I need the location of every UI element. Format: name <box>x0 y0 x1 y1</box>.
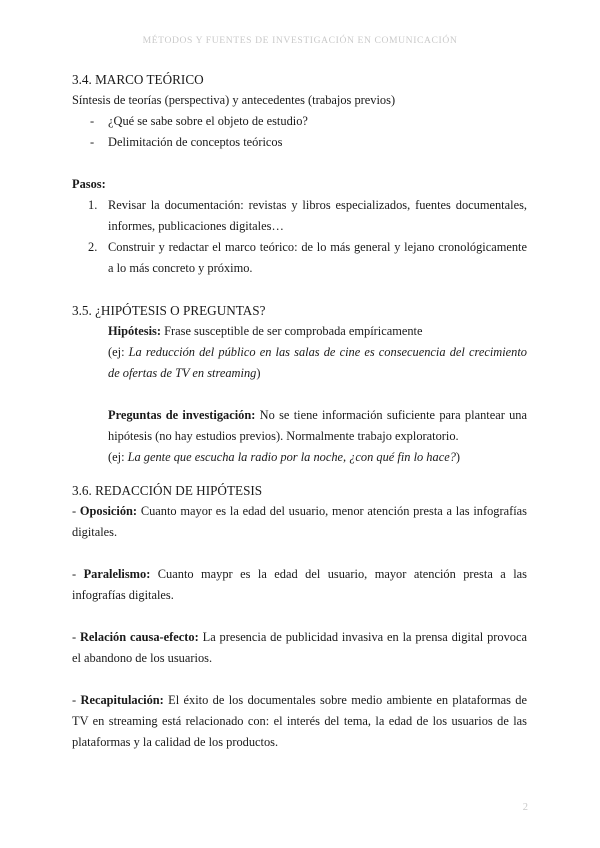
preguntas-example-text: La gente que escucha la radio por la noche, ¿con qué fin lo hace? <box>127 450 456 464</box>
preguntas-example: (ej: La gente que escucha la radio por la noche, ¿con qué fin lo hace?) <box>108 450 461 464</box>
steps-list <box>72 195 527 279</box>
page-content <box>72 69 527 753</box>
type-label: Paralelismo: <box>83 567 151 581</box>
step-number: 1. <box>88 198 98 212</box>
running-header: MÉTODOS Y FUENTES DE INVESTIGACIÓN EN COMUNICACIÓN <box>142 35 458 46</box>
preguntas-label: Preguntas de investigación: <box>108 408 256 422</box>
page-number: 2 <box>522 802 528 813</box>
bullet-item <box>72 111 527 132</box>
type-label: Oposición: <box>79 504 138 518</box>
marco-teorico-bullets <box>72 111 527 153</box>
dash-marker: - <box>90 114 95 128</box>
step-text: Construir y redactar el marco teórico: de lo más general y lejano cronológicamente a lo más concreto y próximo. <box>108 240 527 275</box>
hipotesis-type-paralelismo: - Paralelismo: Cuanto maypr es la edad del usuario, mayor atención presta a las infografías digitales. <box>72 567 527 602</box>
type-label: Recapitulación: <box>80 693 164 707</box>
marco-teorico-intro: Síntesis de teorías (perspectiva) y antecedentes (trabajos previos) <box>72 93 396 107</box>
step-text: Revisar la documentación: revistas y libros especializados, fuentes documentales, informes, publicaciones digitales… <box>108 198 527 233</box>
dash-marker: - <box>90 135 95 149</box>
preguntas-text: No se tiene información suficiente para plantear una hipótesis (no hay estudios previos). Normalmente trabajo exploratorio. <box>108 408 527 443</box>
type-text: Cuanto mayor es la edad del usuario, menor atención presta a las infografías digitales. <box>72 504 527 539</box>
step-item <box>72 237 527 279</box>
hipotesis-label: Hipótesis: <box>108 324 162 338</box>
bullet-item <box>72 132 527 153</box>
type-text: Cuanto maypr es la edad del usuario, mayor atención presta a las infografías digitales. <box>72 567 527 602</box>
step-item <box>72 195 527 237</box>
section-heading-redaccion-hipotesis: 3.6. REDACCIÓN DE HIPÓTESIS <box>72 483 263 498</box>
hipotesis-example-text: La reducción del público en las salas de cine es consecuencia del crecimiento de ofertas de TV en streaming <box>108 345 527 380</box>
bullet-text: Delimitación de conceptos teóricos <box>108 135 283 149</box>
type-text: La presencia de publicidad invasiva en la prensa digital provoca el abandono de los usuarios. <box>72 630 527 665</box>
type-label: Relación causa-efecto: <box>79 630 199 644</box>
hipotesis-type-oposicion: - Oposición: Cuanto mayor es la edad del usuario, menor atención presta a las infografías digitales. <box>72 504 527 539</box>
hipotesis-example: (ej: La reducción del público en las salas de cine es consecuencia del crecimiento de ofertas de TV en streaming) <box>108 345 527 380</box>
hipotesis-definition <box>72 321 527 342</box>
type-text: El éxito de los documentales sobre medio ambiente en plataformas de TV en streaming está relacionado con: el interés del tema, la edad de los usuarios de las plataformas y la calidad de los productos. <box>72 693 527 749</box>
preguntas-definition <box>72 405 527 447</box>
step-number: 2. <box>88 240 98 254</box>
hipotesis-text: Frase susceptible de ser comprobada empíricamente <box>161 324 423 338</box>
section-heading-hipotesis-preguntas: 3.5. ¿HIPÓTESIS O PREGUNTAS? <box>72 303 266 318</box>
bullet-text: ¿Qué se sabe sobre el objeto de estudio? <box>108 114 308 128</box>
section-heading-marco-teorico: 3.4. MARCO TEÓRICO <box>72 72 204 87</box>
steps-label: Pasos: <box>72 177 106 191</box>
hipotesis-type-recapitulacion: - Recapitulación: El éxito de los documentales sobre medio ambiente en plataformas de TV en streaming está relacionado con: el interés del tema, la edad de los usuarios de las plataformas y la calidad de los productos. <box>72 693 527 749</box>
hipotesis-type-causa-efecto: - Relación causa-efecto: La presencia de publicidad invasiva en la prensa digital provoca el abandono de los usuarios. <box>72 630 527 665</box>
